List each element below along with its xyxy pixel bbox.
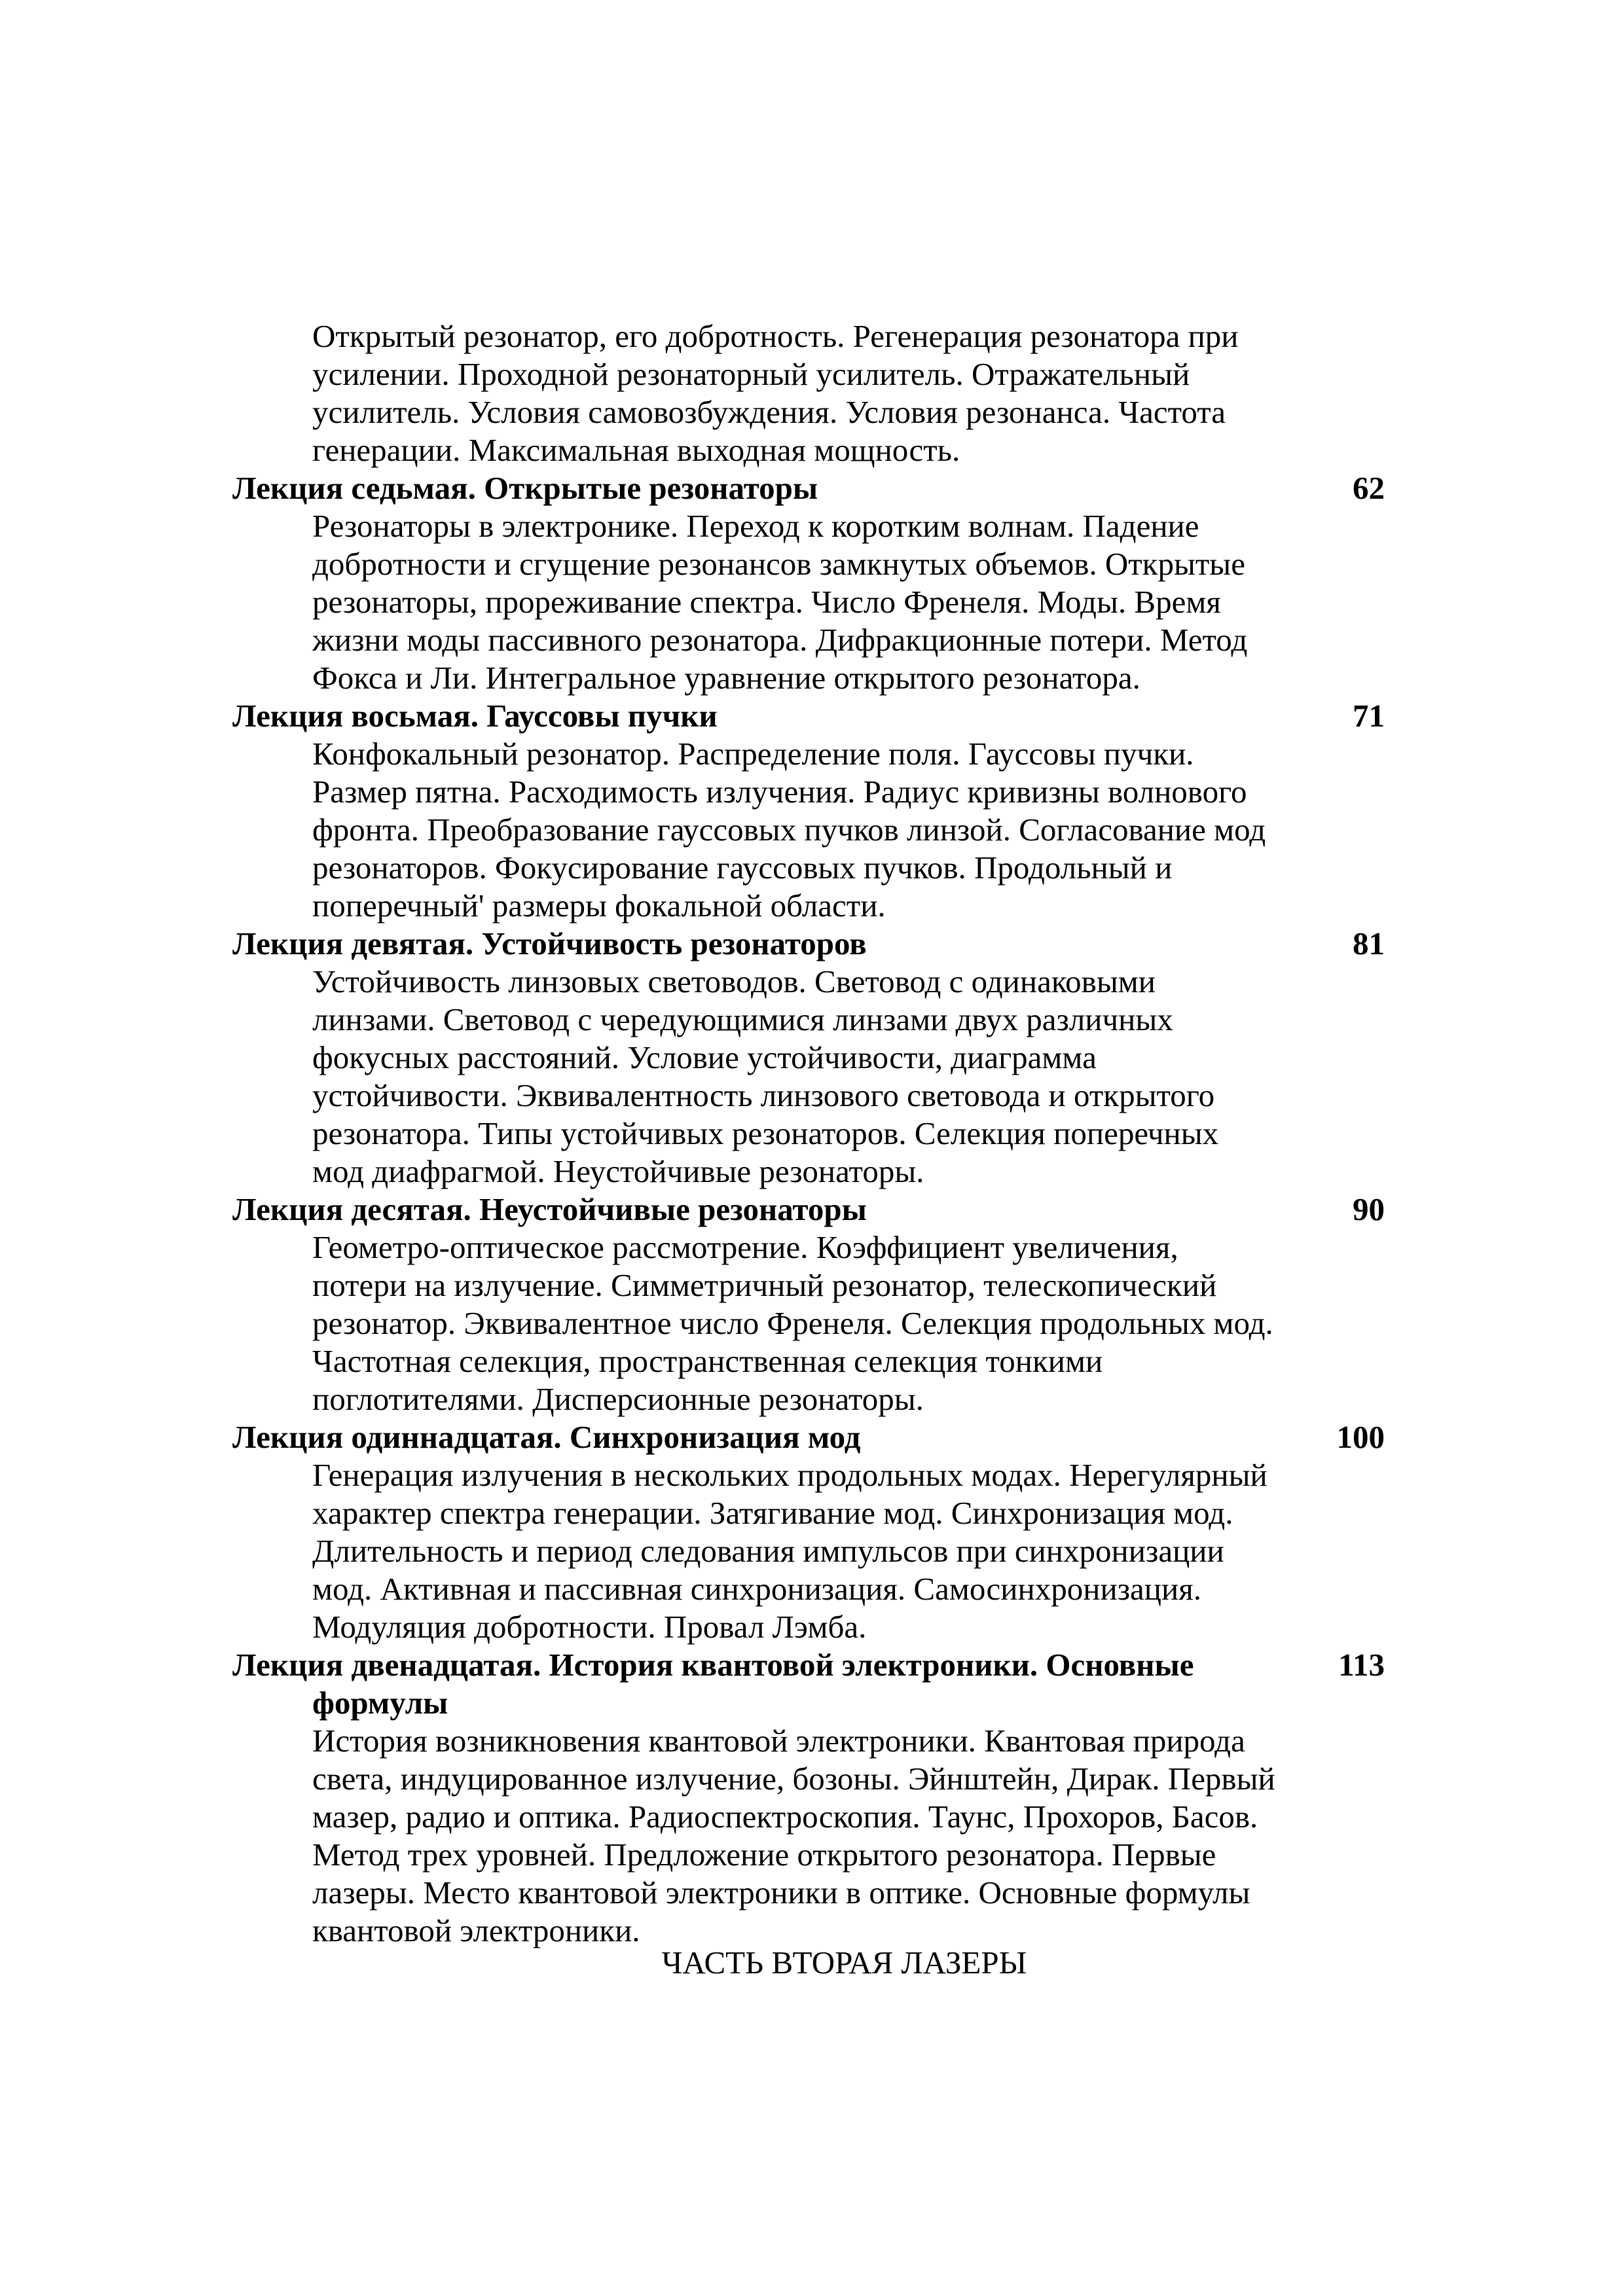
text-line: мод диафрагмой. Неустойчивые резонаторы. [312, 1153, 924, 1189]
text-line: лазеры. Место квантовой электроники в оптике. Основные формулы [312, 1874, 1250, 1910]
text-line: Резонаторы в электронике. Переход к коротким волнам. Падение [312, 508, 1199, 544]
lecture-title-line: Лекция девятая. Устойчивость резонаторов [232, 925, 867, 961]
page-number: 71 [1353, 698, 1385, 734]
text-line: резонаторы, прореживание спектра. Число Френеля. Моды. Время [312, 584, 1221, 620]
text-line: Открытый резонатор, его добротность. Регенерация резонатора при [312, 318, 1239, 354]
lecture-title-line: формулы [312, 1685, 448, 1721]
lecture-title [232, 697, 1254, 735]
text-line: жизни моды пассивного резонатора. Дифракционные потери. Метод [312, 622, 1248, 658]
lecture-description [312, 1229, 1321, 1418]
text-line: Длительность и период следования импульсов при синхронизации [312, 1533, 1224, 1569]
lecture-title-line: Лекция двенадцатая. История квантовой электроники. Основные [232, 1647, 1194, 1683]
lecture-title [232, 1191, 1254, 1229]
text-line: фокусных расстояний. Условие устойчивости, диаграмма [312, 1039, 1097, 1075]
text-line: Модуляция добротности. Провал Лэмба. [312, 1609, 867, 1645]
lecture-title [232, 925, 1254, 963]
text-line: линзами. Световод с чередующимися линзами двух различных [312, 1001, 1173, 1037]
page-number: 81 [1353, 925, 1385, 961]
text-line: фронта. Преобразование гауссовых пучков линзой. Согласование мод [312, 812, 1266, 848]
page-number: 62 [1353, 470, 1385, 506]
text-line: мод. Активная и пассивная синхронизация. Самосинхронизация. [312, 1571, 1202, 1607]
text-line: резонатора. Типы устойчивых резонаторов. Селекция поперечных [312, 1115, 1219, 1151]
text-line: резонаторов. Фокусирование гауссовых пучков. Продольный и [312, 850, 1173, 886]
lecture-heading [232, 1418, 1385, 1456]
lecture-title-line: Лекция седьмая. Открытые резонаторы [232, 470, 818, 506]
text-line: добротности и сгущение резонансов замкнутых объемов. Открытые [312, 546, 1245, 582]
lecture-description [312, 1456, 1321, 1646]
text-line: потери на излучение. Симметричный резонатор, телескопический [312, 1267, 1217, 1303]
text-line: резонатор. Эквивалентное число Френеля. Селекция продольных мод. [312, 1305, 1273, 1341]
lecture-title-line: Лекция восьмая. Гауссовы пучки [232, 698, 718, 734]
table-of-contents [232, 317, 1385, 1950]
part-title: ЧАСТЬ ВТОРАЯ ЛАЗЕРЫ [661, 1945, 1027, 1981]
lecture-heading [232, 925, 1385, 963]
intro-paragraph [312, 317, 1321, 469]
text-line: Конфокальный резонатор. Распределение поля. Гауссовы пучки. [312, 736, 1194, 772]
lecture-title [232, 1418, 1254, 1456]
text-line: Фокса и Ли. Интегральное уравнение открытого резонатора. [312, 660, 1140, 696]
lecture-description [312, 1722, 1321, 1950]
page-number: 90 [1353, 1191, 1385, 1227]
text-line: поперечный' размеры фокальной области. [312, 888, 886, 924]
lecture-heading [232, 697, 1385, 735]
text-line: Размер пятна. Расходимость излучения. Радиус кривизны волнового [312, 774, 1247, 810]
text-line: Частотная селекция, пространственная селекция тонкими [312, 1343, 1103, 1379]
text-line: Геометро-оптическое рассмотрение. Коэффициент увеличения, [312, 1229, 1178, 1265]
lecture-description [312, 963, 1321, 1191]
text-line: характер спектра генерации. Затягивание мод. Синхронизация мод. [312, 1495, 1233, 1531]
text-line: мазер, радио и оптика. Радиоспектроскопия. Таунс, Прохоров, Басов. [312, 1799, 1258, 1835]
text-line: Устойчивость линзовых световодов. Световод с одинаковыми [312, 963, 1156, 999]
lecture-heading [232, 469, 1385, 507]
text-line: квантовой электроники. [312, 1912, 640, 1948]
lecture-heading [232, 1646, 1385, 1722]
text-line: усилитель. Условия самовозбуждения. Условия резонанса. Частота [312, 394, 1226, 430]
lecture-title-line: Лекция одиннадцатая. Синхронизация мод [232, 1419, 861, 1455]
lecture-description [312, 735, 1321, 925]
lecture-description [312, 507, 1321, 697]
text-line: генерации. Максимальная выходная мощность. [312, 432, 960, 468]
text-line: поглотителями. Дисперсионные резонаторы. [312, 1381, 924, 1417]
text-line: усилении. Проходной резонаторный усилитель. Отражательный [312, 356, 1190, 392]
text-line: История возникновения квантовой электроники. Квантовая природа [312, 1723, 1245, 1759]
lecture-title-line: Лекция десятая. Неустойчивые резонаторы [232, 1191, 867, 1227]
text-line: Генерация излучения в нескольких продольных модах. Нерегулярный [312, 1457, 1267, 1493]
page-number: 100 [1336, 1419, 1385, 1455]
text-line: устойчивости. Эквивалентность линзового световода и открытого [312, 1077, 1215, 1113]
lecture-heading [232, 1191, 1385, 1229]
text-line: Метод трех уровней. Предложение открытого резонатора. Первые [312, 1837, 1216, 1873]
page-number: 113 [1338, 1647, 1385, 1683]
lecture-title [232, 1646, 1254, 1722]
lecture-title [232, 469, 1254, 507]
text-line: света, индуцированное излучение, бозоны. Эйнштейн, Дирак. Первый [312, 1761, 1275, 1797]
